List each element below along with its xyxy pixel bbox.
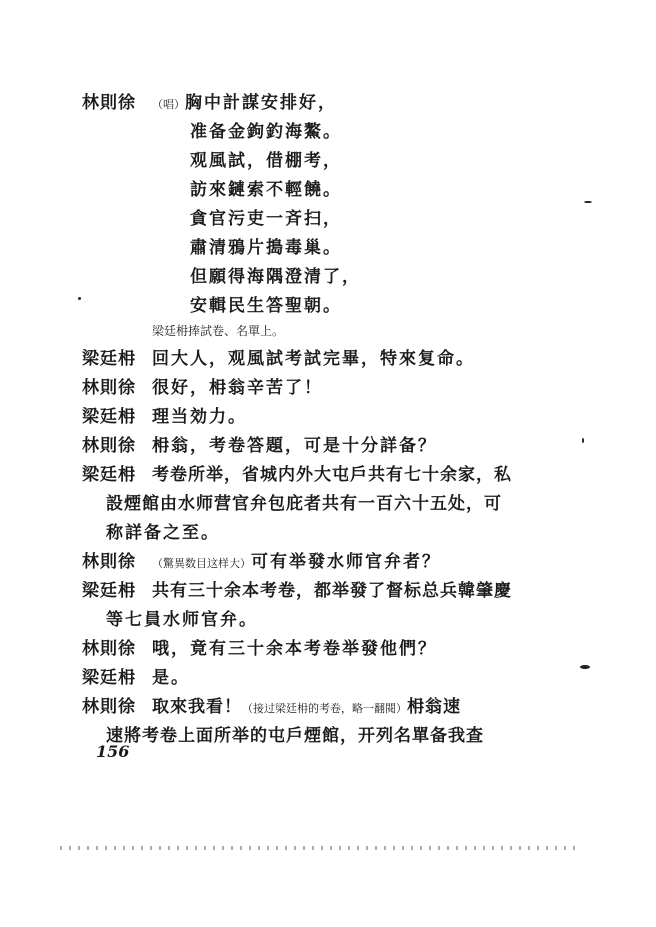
stage-cue: （唱） [152, 98, 185, 111]
scan-noise [60, 846, 580, 850]
dialogue-line: 回大人，观風試考試完畢，特來复命。 [152, 349, 475, 369]
sung-line [152, 88, 337, 113]
speaker-liang-tingnan: 梁廷枏 [82, 349, 136, 369]
verse-text: 胸中計謀安排好， [185, 93, 337, 113]
page-number: 156 [96, 742, 130, 761]
dialogue-line: 理当効力。 [152, 407, 247, 427]
dialogue-text: 取來我看！ [152, 697, 242, 717]
dialogue-line: 枏翁，考卷答題，可是十分詳备？ [152, 436, 437, 456]
dialogue-line-cont: 速將考卷上面所举的屯戶煙館，开列名單备我查 [106, 726, 484, 746]
scan-speck [584, 201, 592, 203]
scan-speck [580, 665, 590, 669]
verse-line: 訪來鏈索不輕饒。 [190, 180, 342, 200]
dialogue-line [152, 547, 441, 572]
verse-line: 肅清鴉片搗毒巢。 [190, 238, 342, 258]
dialogue-line: 共有三十余本考卷，都举發了督标总兵韓肇慶 [152, 581, 512, 601]
dialogue-line [152, 692, 461, 717]
dialogue-line: 哦，竟有三十余本考卷举發他們？ [152, 639, 437, 659]
speaker-lin-zexu: 林則徐 [82, 697, 136, 717]
dialogue-text: 可有举發水师官弁者？ [251, 552, 441, 572]
speaker-liang-tingnan: 梁廷枏 [82, 465, 136, 485]
scan-speck [582, 438, 584, 443]
speaker-lin-zexu: 林則徐 [82, 378, 136, 398]
speaker-liang-tingnan: 梁廷枏 [82, 668, 136, 688]
speaker-liang-tingnan: 梁廷枏 [82, 581, 136, 601]
scan-speck [78, 297, 81, 300]
dialogue-line: 是。 [152, 668, 190, 688]
verse-line: 准备金鉤釣海鰲。 [190, 122, 342, 142]
verse-line: 观風試，借棚考， [190, 151, 342, 171]
speaker-liang-tingnan: 梁廷枏 [82, 407, 136, 427]
speaker-lin-zexu: 林則徐 [82, 93, 136, 113]
speaker-lin-zexu: 林則徐 [82, 436, 136, 456]
dialogue-text: 枏翁速 [407, 697, 461, 717]
dialogue-line-cont: 称詳备之至。 [106, 523, 220, 543]
dialogue-line: 考卷所举，省城内外大屯戶共有七十余家，私 [152, 465, 512, 485]
dialogue-line-cont: 設煙館由水师营官弁包庇者共有一百六十五处，可 [106, 494, 502, 514]
stage-direction: 梁廷枏捧試卷、名單上。 [152, 324, 285, 338]
verse-line: 貪官污吏一斉扫， [190, 209, 342, 229]
stage-cue: （接过梁廷枏的考卷，略一翻閱） [242, 702, 407, 715]
speaker-lin-zexu: 林則徐 [82, 639, 136, 659]
dialogue-line: 很好，枏翁辛苦了！ [152, 378, 323, 398]
verse-line: 安輯民生答聖朝。 [190, 296, 342, 316]
stage-cue: （驚異数目这样大） [152, 557, 251, 570]
speaker-lin-zexu: 林則徐 [82, 552, 136, 572]
verse-line: 但願得海隅澄清了， [190, 267, 361, 287]
dialogue-line-cont: 等七員水师官弁。 [106, 610, 258, 630]
